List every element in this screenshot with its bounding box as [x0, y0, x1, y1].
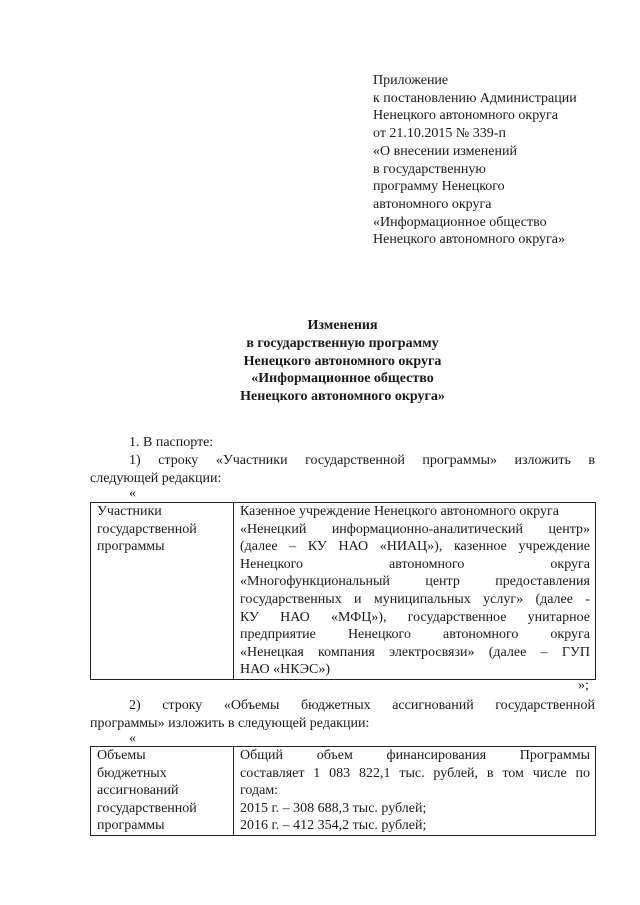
cell-line: НАО «НКЭС»): [240, 662, 330, 678]
table-cell-label: [91, 747, 234, 836]
table-row: [91, 503, 596, 680]
cell-line: 2015 г. – 308 688,3 тыс. рублей;: [240, 800, 427, 816]
title-line: Ненецкого автономного округа»: [240, 389, 445, 405]
appendix-line: автономного округа: [373, 196, 492, 212]
cell-line: Участники: [97, 504, 162, 519]
cell-line: предприятие Ненецкого автономного округа: [240, 627, 590, 643]
item2-line1: 2) строку «Объемы бюджетных ассигнований государственной: [129, 698, 595, 713]
budget-table: [90, 746, 596, 836]
appendix-line: Приложение: [373, 73, 449, 88]
section-heading: 1. В паспорте:: [129, 435, 214, 450]
table-row: [91, 747, 596, 836]
open-quote-2: «: [129, 731, 136, 746]
open-quote: «: [129, 486, 136, 501]
cell-line: «Ненецкая компания электросвязи» (далее – ГУП: [240, 644, 590, 660]
item1-line2: следующей редакции:: [90, 471, 222, 486]
cell-line: «Ненецкий информационно-аналитический центр»: [240, 521, 590, 537]
table-cell-value: [234, 503, 596, 680]
cell-line: составляет 1 083 822,1 тыс. рублей, в том числе по: [240, 765, 590, 781]
appendix-line: от 21.10.2015 № 339-п: [373, 126, 506, 142]
cell-line: государственных и муниципальных услуг» (далее -: [240, 591, 590, 607]
cell-line: программы: [97, 539, 165, 555]
title-line: Ненецкого автономного округа: [243, 353, 442, 369]
cell-line: Общий объем финансирования Программы: [240, 748, 590, 763]
cell-line: программы: [97, 818, 165, 834]
title-line: «Информационное общество: [251, 371, 434, 387]
item1-line1: 1) строку «Участники государственной программы» изложить в: [129, 453, 595, 468]
cell-line: государственной: [97, 800, 197, 816]
cell-line: «Многофункциональный центр предоставления: [240, 574, 590, 590]
appendix-line: Ненецкого автономного округа: [373, 108, 558, 124]
title-line: Изменения: [307, 318, 378, 333]
cell-line: годам:: [240, 783, 279, 799]
appendix-header: [373, 72, 623, 249]
cell-line: (далее – КУ НАО «НИАЦ»), казенное учреждение: [240, 539, 590, 555]
appendix-line: программу Ненецкого: [373, 179, 505, 195]
cell-line: Объемы: [97, 748, 146, 763]
cell-line: Ненецкого автономного округа: [240, 556, 590, 572]
appendix-line: «Информационное общество: [373, 214, 547, 230]
appendix-line: к постановлению Администрации: [373, 90, 577, 106]
cell-line: 2016 г. – 412 354,2 тыс. рублей;: [240, 818, 427, 834]
cell-line: КУ НАО «МФЦ»), государственное унитарное: [240, 609, 590, 625]
cell-line: ассигнований: [97, 783, 179, 799]
close-quote: »;: [578, 678, 589, 693]
table-cell-label: [91, 503, 234, 680]
cell-line: бюджетных: [97, 765, 167, 781]
appendix-line: Ненецкого автономного округа»: [373, 232, 565, 248]
cell-line: Казенное учреждение Ненецкого автономного округа: [240, 504, 559, 519]
cell-line: государственной: [97, 521, 197, 537]
title-line: в государственную программу: [246, 335, 439, 351]
participants-table: [90, 502, 596, 680]
appendix-line: «О внесении изменений: [373, 143, 517, 159]
appendix-line: в государственную: [373, 161, 486, 177]
table-cell-value: [234, 747, 596, 836]
item2-line2: программы» изложить в следующей редакции:: [90, 716, 370, 731]
document-title: [90, 317, 595, 406]
